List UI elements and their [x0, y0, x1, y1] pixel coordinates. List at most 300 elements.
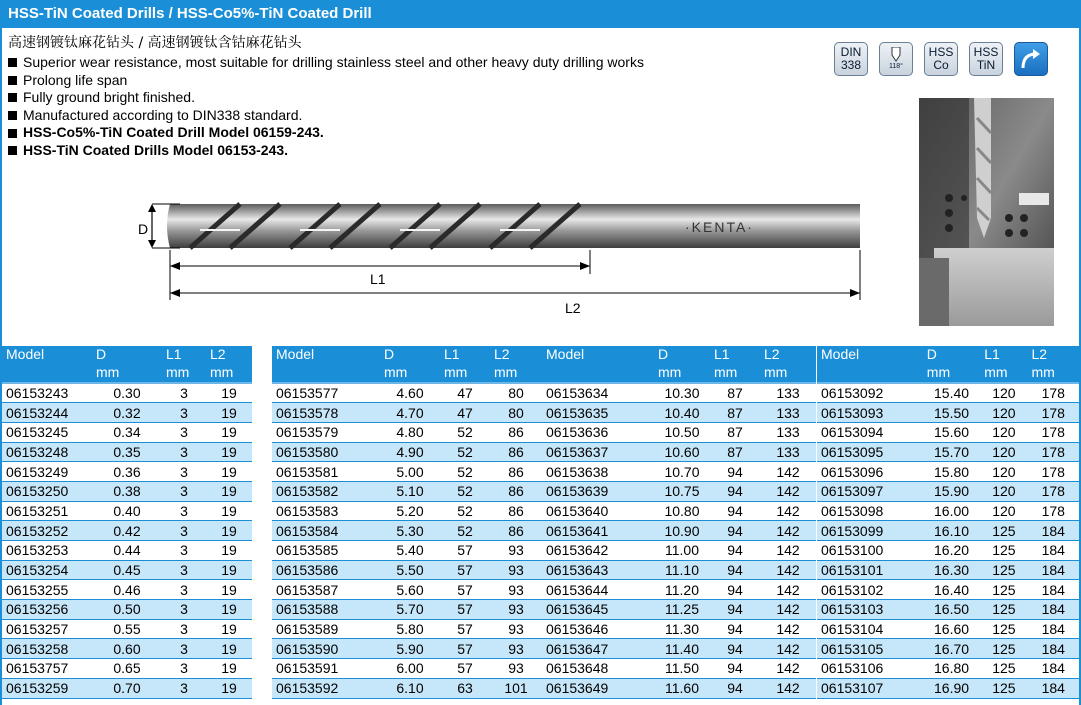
l2-cell: 184	[1027, 521, 1079, 541]
l2-cell: 19	[206, 639, 252, 659]
table-row	[2, 560, 252, 580]
table-row	[817, 541, 1079, 561]
l1-cell: 87	[710, 422, 760, 442]
model-cell: 06153094	[817, 422, 923, 442]
model-cell: 06153095	[817, 442, 923, 462]
table-row	[542, 580, 816, 600]
model-cell: 06153639	[542, 481, 654, 501]
table-row	[542, 521, 816, 541]
model-cell: 06153637	[542, 442, 654, 462]
diameter-cell: 10.60	[654, 442, 710, 462]
diameter-cell: 10.90	[654, 521, 710, 541]
table-row	[272, 619, 542, 639]
hss-co-icon: HSS Co	[924, 42, 958, 76]
model-cell: 06153096	[817, 462, 923, 482]
l2-cell: 184	[1027, 541, 1079, 561]
model-cell: 06153585	[272, 541, 380, 561]
model-cell: 06153634	[542, 383, 654, 403]
l1-cell: 94	[710, 541, 760, 561]
table-row	[2, 501, 252, 521]
l1-cell: 57	[440, 639, 490, 659]
l2-cell: 19	[206, 580, 252, 600]
diameter-cell: 0.40	[92, 501, 162, 521]
l2-cell: 142	[760, 560, 816, 580]
model-cell: 06153592	[272, 678, 380, 698]
model-cell: 06153581	[272, 462, 380, 482]
diameter-cell: 4.60	[380, 383, 440, 403]
table-row	[272, 639, 542, 659]
diameter-cell: 5.70	[380, 600, 440, 620]
table-row	[817, 659, 1079, 679]
column-unit: mm	[440, 364, 490, 383]
l2-cell: 93	[490, 619, 542, 639]
l1-cell: 52	[440, 422, 490, 442]
model-cell: 06153640	[542, 501, 654, 521]
l2-cell: 19	[206, 600, 252, 620]
l2-cell: 133	[760, 403, 816, 423]
l1-cell: 3	[162, 422, 206, 442]
table-row	[272, 580, 542, 600]
model-cell: 06153591	[272, 659, 380, 679]
table-row	[272, 521, 542, 541]
diameter-cell: 0.55	[92, 619, 162, 639]
l1-cell: 52	[440, 521, 490, 541]
feature-list	[8, 54, 644, 160]
diameter-cell: 0.42	[92, 521, 162, 541]
l1-cell: 3	[162, 481, 206, 501]
l1-cell: 94	[710, 600, 760, 620]
column-header-l1: L1	[710, 346, 760, 364]
l1-cell: 57	[440, 541, 490, 561]
hss-tin-icon: HSS TiN	[969, 42, 1003, 76]
diameter-cell: 5.50	[380, 560, 440, 580]
l1-cell: 87	[710, 403, 760, 423]
model-cell: 06153586	[272, 560, 380, 580]
diameter-cell: 0.35	[92, 442, 162, 462]
drill-tip-icon	[886, 47, 906, 63]
l2-cell: 86	[490, 481, 542, 501]
column-header-l1: L1	[980, 346, 1027, 364]
table-row	[542, 560, 816, 580]
l1-cell: 3	[162, 659, 206, 679]
table-row	[272, 481, 542, 501]
l1-cell: 125	[980, 600, 1027, 620]
diameter-cell: 0.34	[92, 422, 162, 442]
column-unit	[2, 364, 92, 383]
page-title: HSS-TiN Coated Drills / HSS-Co5%-TiN Coated Drill	[0, 0, 1081, 28]
l2-cell: 178	[1027, 442, 1079, 462]
table-row	[817, 462, 1079, 482]
diameter-cell: 11.25	[654, 600, 710, 620]
model-cell: 06153106	[817, 659, 923, 679]
table-row	[817, 619, 1079, 639]
chinese-subtitle: 高速钢镀钛麻花钻头 / 高速钢镀钛含钴麻花钻头	[8, 35, 302, 51]
l2-cell: 178	[1027, 481, 1079, 501]
column-header-model: Model	[817, 346, 923, 364]
l1-cell: 94	[710, 619, 760, 639]
model-cell: 06153578	[272, 403, 380, 423]
diameter-cell: 10.80	[654, 501, 710, 521]
column-header-l1: L1	[440, 346, 490, 364]
l2-cell: 80	[490, 383, 542, 403]
l1-cell: 94	[710, 580, 760, 600]
table-row	[272, 678, 542, 698]
model-cell: 06153641	[542, 521, 654, 541]
l2-cell: 93	[490, 560, 542, 580]
diameter-cell: 0.32	[92, 403, 162, 423]
column-unit: mm	[92, 364, 162, 383]
diameter-cell: 0.45	[92, 560, 162, 580]
l1-cell: 94	[710, 639, 760, 659]
table-row	[2, 442, 252, 462]
model-cell: 06153584	[272, 521, 380, 541]
column-header-d: D	[380, 346, 440, 364]
diameter-cell: 0.50	[92, 600, 162, 620]
l2-cell: 19	[206, 481, 252, 501]
column-unit: mm	[380, 364, 440, 383]
drill-point-118-icon: 118°	[879, 42, 913, 76]
column-header-model: Model	[542, 346, 654, 364]
l1-cell: 57	[440, 600, 490, 620]
l2-cell: 142	[760, 619, 816, 639]
diameter-cell: 0.44	[92, 541, 162, 561]
table-row	[817, 481, 1079, 501]
diameter-cell: 16.40	[923, 580, 980, 600]
spec-table	[542, 346, 816, 699]
l2-cell: 86	[490, 521, 542, 541]
feature-item: Prolong life span	[8, 72, 644, 90]
l2-cell: 19	[206, 521, 252, 541]
l2-cell: 93	[490, 659, 542, 679]
diameter-cell: 10.70	[654, 462, 710, 482]
spec-table	[272, 346, 542, 699]
diameter-cell: 16.10	[923, 521, 980, 541]
spec-tables	[2, 346, 1079, 705]
l2-cell: 19	[206, 462, 252, 482]
diameter-cell: 0.38	[92, 481, 162, 501]
bullet-square-icon	[8, 129, 17, 138]
model-cell: 06153250	[2, 481, 92, 501]
l1-cell: 52	[440, 481, 490, 501]
model-cell: 06153635	[542, 403, 654, 423]
model-cell: 06153643	[542, 560, 654, 580]
table-row	[272, 541, 542, 561]
l2-cell: 19	[206, 541, 252, 561]
table-row	[2, 521, 252, 541]
model-cell: 06153590	[272, 639, 380, 659]
table-row	[272, 383, 542, 403]
l2-cell: 19	[206, 442, 252, 462]
l2-cell: 19	[206, 501, 252, 521]
diameter-cell: 10.50	[654, 422, 710, 442]
diameter-cell: 11.20	[654, 580, 710, 600]
column-header-model: Model	[272, 346, 380, 364]
model-cell: 06153257	[2, 619, 92, 639]
diameter-cell: 15.60	[923, 422, 980, 442]
column-unit: mm	[923, 364, 980, 383]
diameter-cell: 5.20	[380, 501, 440, 521]
diameter-cell: 11.10	[654, 560, 710, 580]
model-cell: 06153243	[2, 383, 92, 403]
l1-cell: 47	[440, 403, 490, 423]
l1-cell: 125	[980, 580, 1027, 600]
bullet-square-icon	[8, 111, 17, 120]
l2-cell: 178	[1027, 501, 1079, 521]
l1-cell: 94	[710, 659, 760, 679]
column-header-l2: L2	[206, 346, 252, 364]
l2-cell: 86	[490, 501, 542, 521]
l1-cell: 3	[162, 619, 206, 639]
diameter-cell: 0.65	[92, 659, 162, 679]
l1-cell: 3	[162, 383, 206, 403]
diameter-cell: 0.46	[92, 580, 162, 600]
model-cell: 06153099	[817, 521, 923, 541]
l1-cell: 120	[980, 462, 1027, 482]
l2-cell: 142	[760, 541, 816, 561]
table-row	[817, 639, 1079, 659]
l1-cell: 3	[162, 403, 206, 423]
l1-cell: 47	[440, 383, 490, 403]
l1-cell: 3	[162, 639, 206, 659]
column-header-d: D	[654, 346, 710, 364]
model-cell: 06153097	[817, 481, 923, 501]
diameter-cell: 16.70	[923, 639, 980, 659]
din338-icon: DIN 338	[834, 42, 868, 76]
table-row	[817, 422, 1079, 442]
table-row	[817, 521, 1079, 541]
share-arrow-icon[interactable]	[1014, 42, 1048, 76]
l1-cell: 3	[162, 521, 206, 541]
l1-cell: 3	[162, 560, 206, 580]
l1-cell: 94	[710, 501, 760, 521]
model-cell: 06153638	[542, 462, 654, 482]
table-row	[542, 403, 816, 423]
l1-cell: 3	[162, 580, 206, 600]
model-cell: 06153253	[2, 541, 92, 561]
diameter-cell: 4.80	[380, 422, 440, 442]
column-unit: mm	[654, 364, 710, 383]
model-cell: 06153647	[542, 639, 654, 659]
model-cell: 06153580	[272, 442, 380, 462]
bullet-square-icon	[8, 93, 17, 102]
l2-cell: 142	[760, 600, 816, 620]
model-cell: 06153582	[272, 481, 380, 501]
diameter-cell: 16.30	[923, 560, 980, 580]
l1-cell: 120	[980, 481, 1027, 501]
model-cell: 06153103	[817, 600, 923, 620]
model-cell: 06153642	[542, 541, 654, 561]
l1-cell: 125	[980, 541, 1027, 561]
table-row	[542, 422, 816, 442]
l2-cell: 184	[1027, 580, 1079, 600]
l1-cell: 87	[710, 383, 760, 403]
l1-cell: 125	[980, 678, 1027, 698]
l2-cell: 93	[490, 639, 542, 659]
column-unit: mm	[206, 364, 252, 383]
model-cell: 06153644	[542, 580, 654, 600]
diameter-cell: 10.40	[654, 403, 710, 423]
column-unit: mm	[1027, 364, 1079, 383]
l2-cell: 19	[206, 422, 252, 442]
l1-cell: 57	[440, 560, 490, 580]
l1-cell: 125	[980, 639, 1027, 659]
bullet-square-icon	[8, 58, 17, 67]
l1-cell: 120	[980, 422, 1027, 442]
l1-cell: 3	[162, 600, 206, 620]
table-row	[817, 383, 1079, 403]
l1-cell: 63	[440, 678, 490, 698]
table-row	[2, 422, 252, 442]
column-unit: mm	[980, 364, 1027, 383]
table-row	[542, 541, 816, 561]
model-cell: 06153579	[272, 422, 380, 442]
l1-cell: 87	[710, 442, 760, 462]
l1-cell: 94	[710, 560, 760, 580]
column-header-l1: L1	[162, 346, 206, 364]
model-cell: 06153259	[2, 678, 92, 698]
l1-cell: 120	[980, 403, 1027, 423]
column-header-l2: L2	[490, 346, 542, 364]
l1-cell: 52	[440, 462, 490, 482]
l2-cell: 133	[760, 442, 816, 462]
model-cell: 06153093	[817, 403, 923, 423]
table-row	[272, 501, 542, 521]
model-cell: 06153102	[817, 580, 923, 600]
model-cell: 06153092	[817, 383, 923, 403]
diameter-cell: 15.90	[923, 481, 980, 501]
l2-cell: 184	[1027, 659, 1079, 679]
l2-cell: 184	[1027, 619, 1079, 639]
diameter-cell: 16.80	[923, 659, 980, 679]
table-row	[272, 403, 542, 423]
l1-cell: 120	[980, 442, 1027, 462]
l2-cell: 142	[760, 659, 816, 679]
table-row	[542, 600, 816, 620]
table-row	[2, 619, 252, 639]
l2-cell: 142	[760, 462, 816, 482]
l2-cell: 86	[490, 422, 542, 442]
model-cell: 06153583	[272, 501, 380, 521]
l1-cell: 3	[162, 678, 206, 698]
l2-cell: 86	[490, 442, 542, 462]
l2-cell: 133	[760, 383, 816, 403]
diameter-cell: 15.50	[923, 403, 980, 423]
table-row	[542, 462, 816, 482]
model-cell: 06153256	[2, 600, 92, 620]
table-row	[542, 659, 816, 679]
l1-cell: 125	[980, 619, 1027, 639]
diameter-cell: 15.80	[923, 462, 980, 482]
diameter-cell: 0.60	[92, 639, 162, 659]
column-header-l2: L2	[1027, 346, 1079, 364]
diameter-cell: 5.00	[380, 462, 440, 482]
table-row	[542, 501, 816, 521]
l2-label: L2	[565, 300, 581, 316]
l1-cell: 57	[440, 619, 490, 639]
l1-cell: 125	[980, 659, 1027, 679]
table-row	[2, 403, 252, 423]
l2-cell: 19	[206, 383, 252, 403]
l1-cell: 120	[980, 501, 1027, 521]
l1-label: L1	[370, 271, 386, 287]
table-row	[542, 619, 816, 639]
l2-cell: 19	[206, 619, 252, 639]
spec-table	[2, 346, 252, 699]
diameter-cell: 5.60	[380, 580, 440, 600]
table-row	[272, 422, 542, 442]
l2-cell: 142	[760, 639, 816, 659]
diameter-cell: 10.75	[654, 481, 710, 501]
l2-cell: 142	[760, 580, 816, 600]
l2-cell: 142	[760, 501, 816, 521]
diameter-cell: 16.00	[923, 501, 980, 521]
table-row	[542, 383, 816, 403]
table-row	[2, 600, 252, 620]
model-cell: 06153245	[2, 422, 92, 442]
column-header-d: D	[923, 346, 980, 364]
model-cell: 06153258	[2, 639, 92, 659]
column-header-l2: L2	[760, 346, 816, 364]
diameter-cell: 6.10	[380, 678, 440, 698]
l1-cell: 57	[440, 580, 490, 600]
l2-cell: 93	[490, 600, 542, 620]
l2-cell: 142	[760, 481, 816, 501]
feature-item: Superior wear resistance, most suitable for drilling stainless steel and other heavy duty drilling works	[8, 54, 644, 72]
l2-cell: 142	[760, 678, 816, 698]
diameter-cell: 0.36	[92, 462, 162, 482]
column-header-model: Model	[2, 346, 92, 364]
diameter-cell: 10.30	[654, 383, 710, 403]
l2-cell: 93	[490, 541, 542, 561]
column-unit: mm	[162, 364, 206, 383]
table-row	[272, 560, 542, 580]
l1-cell: 94	[710, 462, 760, 482]
l1-cell: 52	[440, 442, 490, 462]
diameter-cell: 5.10	[380, 481, 440, 501]
model-cell: 06153587	[272, 580, 380, 600]
model-cell: 06153648	[542, 659, 654, 679]
diameter-cell: 11.40	[654, 639, 710, 659]
model-cell: 06153588	[272, 600, 380, 620]
l1-cell: 57	[440, 659, 490, 679]
l2-cell: 184	[1027, 639, 1079, 659]
table-row	[817, 501, 1079, 521]
diameter-cell: 5.80	[380, 619, 440, 639]
l1-cell: 125	[980, 521, 1027, 541]
table-row	[2, 659, 252, 679]
l2-cell: 19	[206, 678, 252, 698]
l2-cell: 101	[490, 678, 542, 698]
spec-table	[817, 346, 1079, 699]
model-cell: 06153101	[817, 560, 923, 580]
table-row	[272, 462, 542, 482]
model-cell: 06153254	[2, 560, 92, 580]
model-cell: 06153098	[817, 501, 923, 521]
table-row	[542, 442, 816, 462]
table-row	[817, 442, 1079, 462]
diameter-cell: 11.50	[654, 659, 710, 679]
table-row	[2, 678, 252, 698]
diameter-cell: 5.30	[380, 521, 440, 541]
l1-cell: 52	[440, 501, 490, 521]
l2-cell: 178	[1027, 422, 1079, 442]
table-row	[272, 600, 542, 620]
bullet-square-icon	[8, 76, 17, 85]
l1-cell: 3	[162, 501, 206, 521]
diameter-cell: 6.00	[380, 659, 440, 679]
diameter-cell: 11.30	[654, 619, 710, 639]
l1-cell: 94	[710, 521, 760, 541]
